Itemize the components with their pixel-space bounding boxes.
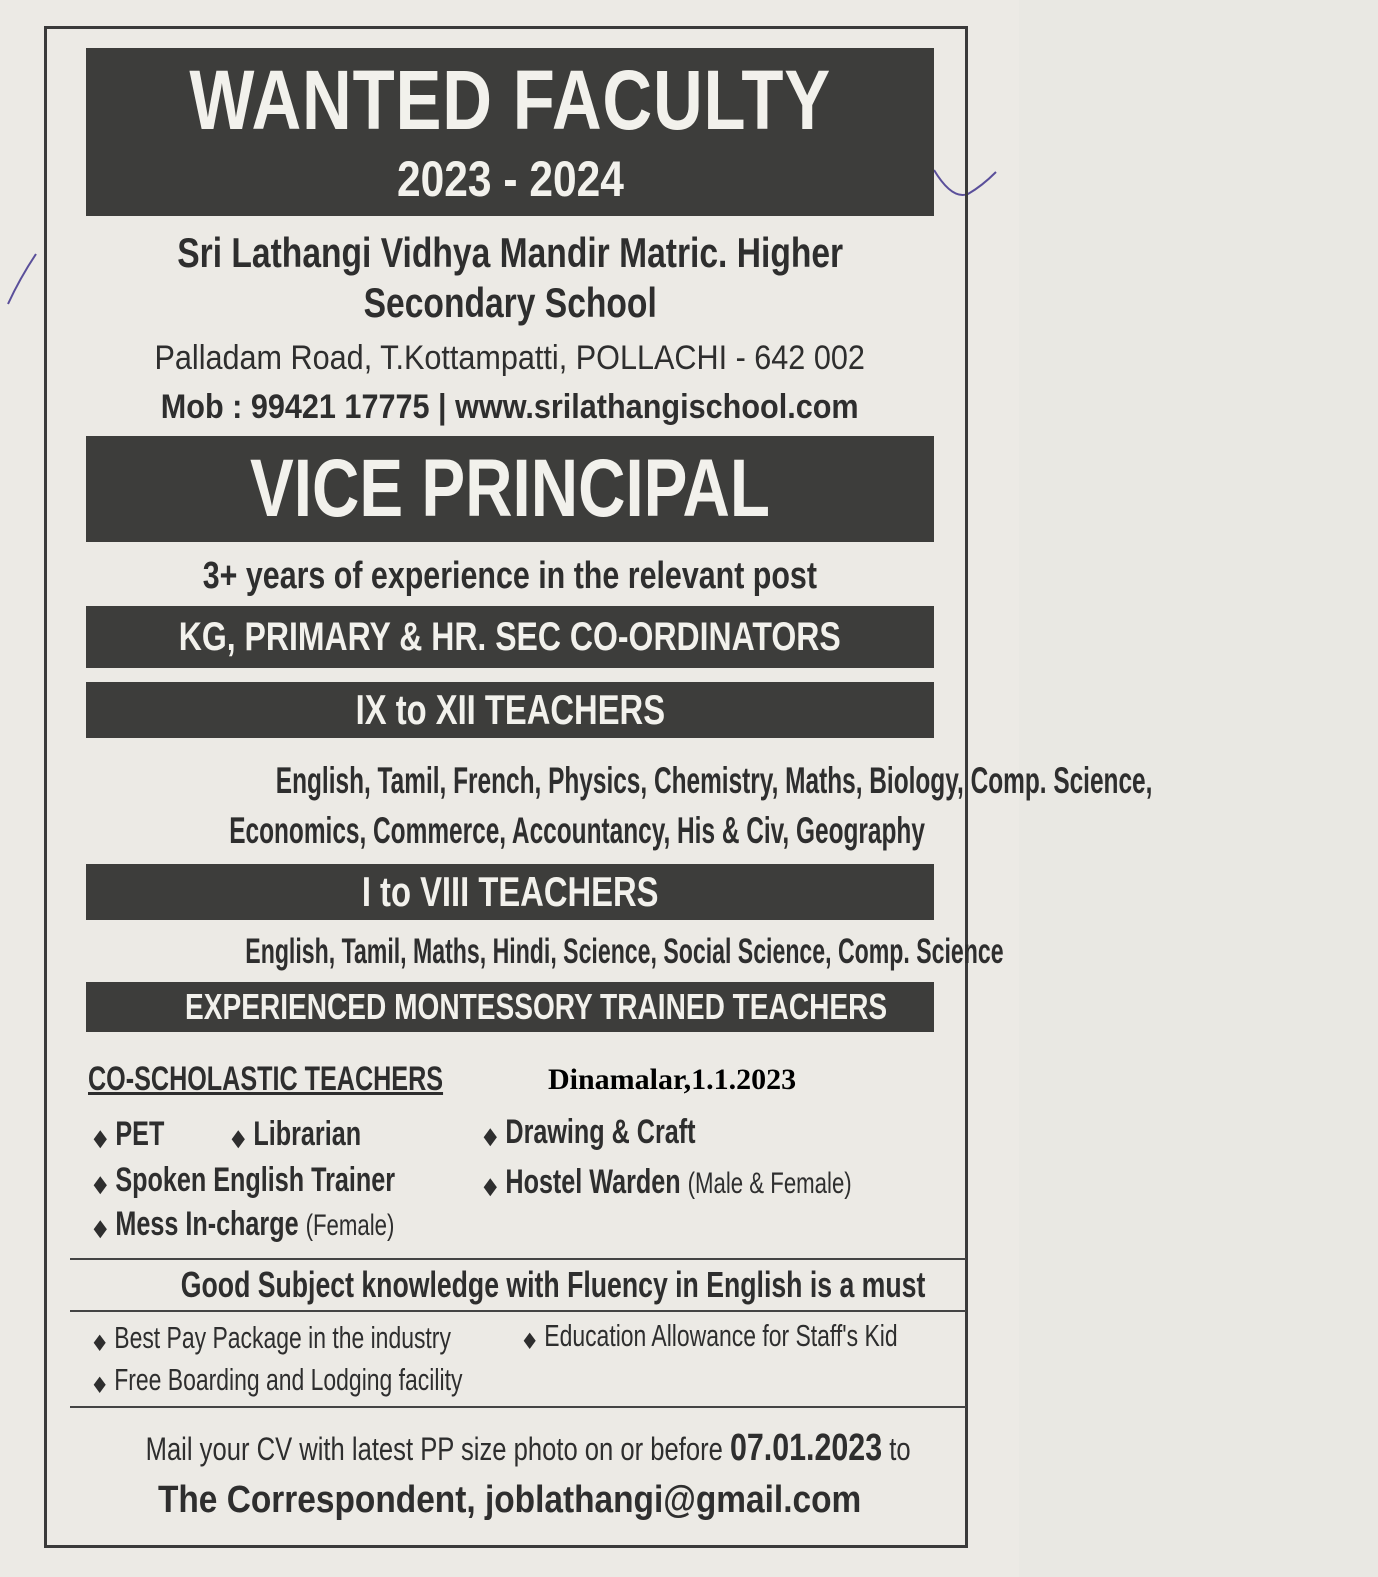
pen-mark-left <box>2 250 42 310</box>
vice-principal-title: VICE PRINCIPAL <box>250 443 770 534</box>
school-name-line2: Secondary School <box>363 279 657 326</box>
apply-recipient[interactable]: The Correspondent, joblathangi@gmail.com <box>158 1479 862 1521</box>
bullet-icon: ◆ <box>94 1171 107 1196</box>
bullet-icon: ◆ <box>524 1329 536 1351</box>
coordinators-title: KG, PRIMARY & HR. SEC CO-ORDINATORS <box>179 615 841 659</box>
co-item-pet: PET <box>115 1115 165 1153</box>
i-viii-subjects: English, Tamil, Maths, Hindi, Science, Social Science, Comp. Science <box>245 932 1004 971</box>
ix-xii-title: IX to XII TEACHERS <box>355 686 665 733</box>
montessori-title: EXPERIENCED MONTESSORY TRAINED TEACHERS <box>185 986 888 1027</box>
school-address: Palladam Road, T.Kottampatti, POLLACHI - 642 002 <box>154 339 866 377</box>
divider <box>70 1310 966 1312</box>
school-contact: Mob : 99421 17775 | www.srilathangischool.com <box>161 388 859 426</box>
bullet-icon: ◆ <box>484 1123 497 1148</box>
apply-suffix: to <box>889 1431 911 1467</box>
co-item-librarian: Librarian <box>253 1115 362 1153</box>
benefit-item: Best Pay Package in the industry <box>114 1320 451 1355</box>
bullet-icon: ◆ <box>94 1373 106 1395</box>
co-item-mess-incharge-note: (Female) <box>305 1209 395 1242</box>
apply-prefix: Mail your CV with latest PP size photo on or before <box>145 1431 723 1467</box>
apply-line <box>146 1424 911 1473</box>
benefit-item: Free Boarding and Lodging facility <box>114 1362 463 1397</box>
co-item-hostel-warden: Hostel Warden <box>505 1163 681 1201</box>
bullet-icon: ◆ <box>94 1125 107 1150</box>
source-stamp: Dinamalar,1.1.2023 <box>548 1063 797 1096</box>
bullet-icon: ◆ <box>94 1215 107 1240</box>
ix-xii-subjects-line2: Economics, Commerce, Accountancy, His & Civ, Geography <box>229 810 925 851</box>
co-item-mess-incharge: Mess In-charge <box>115 1205 299 1243</box>
requirement-note: Good Subject knowledge with Fluency in English is a must <box>180 1264 926 1305</box>
benefit-item: Education Allowance for Staff's Kid <box>544 1318 898 1353</box>
bullet-icon: ◆ <box>94 1331 106 1353</box>
co-item-drawing: Drawing & Craft <box>505 1113 696 1151</box>
divider <box>70 1406 966 1408</box>
co-scholastic-heading: CO-SCHOLASTIC TEACHERS <box>88 1060 444 1098</box>
co-item-spoken-english: Spoken English Trainer <box>115 1161 396 1199</box>
co-item-hostel-warden-note: (Male & Female) <box>687 1167 852 1200</box>
bullet-icon: ◆ <box>484 1173 497 1198</box>
divider <box>70 1258 966 1260</box>
apply-deadline: 07.01.2023 <box>729 1427 883 1469</box>
school-name-line1: Sri Lathangi Vidhya Mandir Matric. Higher <box>177 229 843 276</box>
ad-years: 2023 - 2024 <box>396 151 624 207</box>
vice-principal-requirement: 3+ years of experience in the relevant post <box>202 555 818 597</box>
i-viii-title: I to VIII TEACHERS <box>361 868 659 915</box>
ix-xii-subjects-line1: English, Tamil, French, Physics, Chemistry, Maths, Biology, Comp. Science, <box>275 760 1153 801</box>
bullet-icon: ◆ <box>232 1125 245 1150</box>
ad-title: WANTED FACULTY <box>189 53 831 147</box>
